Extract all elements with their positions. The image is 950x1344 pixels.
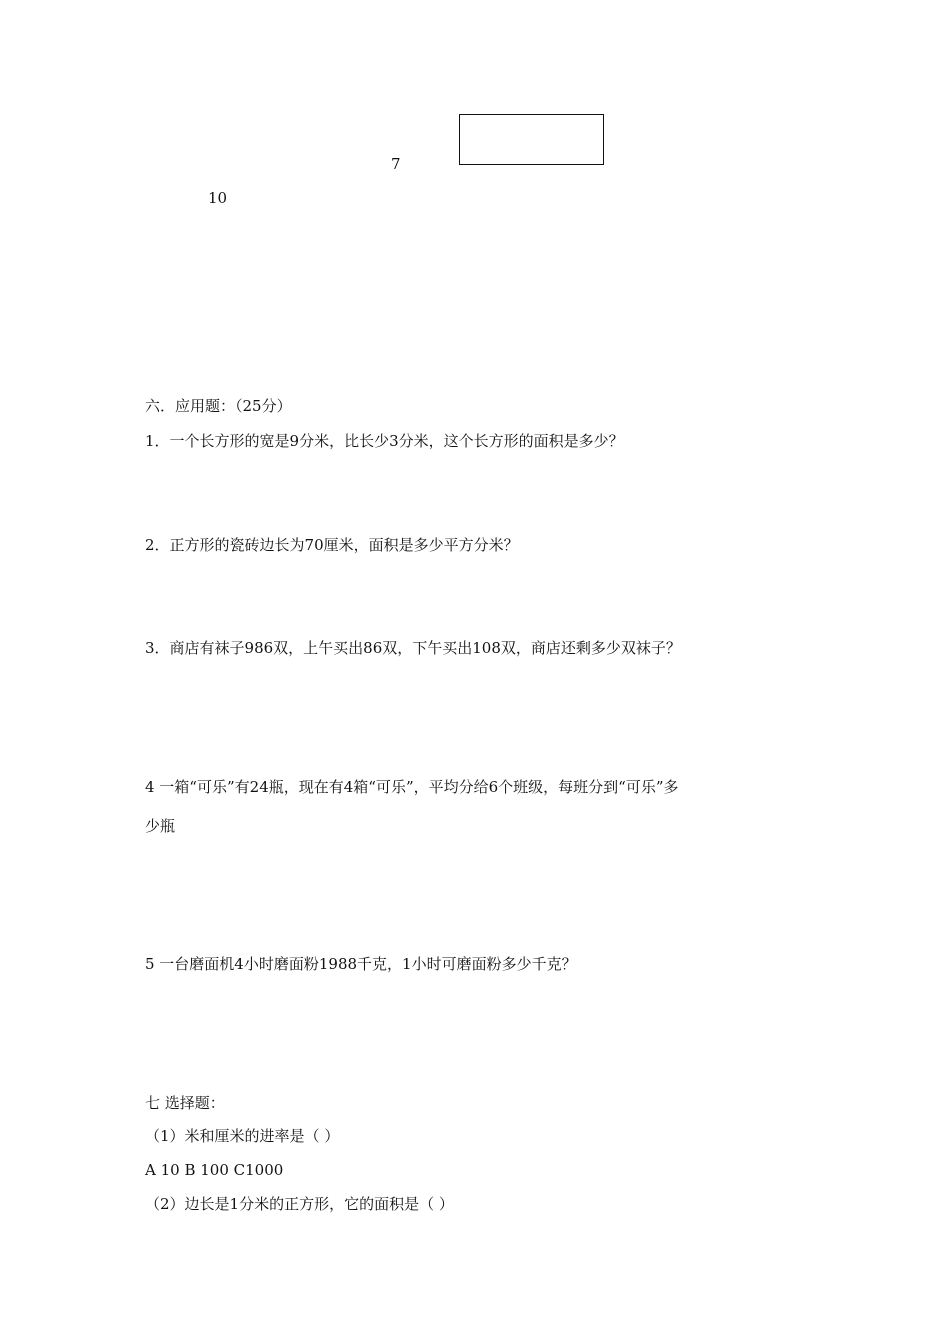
section7-question-1-options: A 10 B 100 C1000 — [145, 1161, 284, 1179]
section6-question-3: 3．商店有袜子986双，上午买出86双，下午买出108双，商店还剩多少双袜子？ — [145, 639, 681, 657]
figure-label-length: 10 — [208, 189, 228, 207]
section7-question-2: （2）边长是1分米的正方形，它的面积是（ ） — [145, 1195, 454, 1213]
section6-question-4-line2: 少瓶 — [145, 817, 176, 835]
section6-question-1: 1．一个长方形的宽是9分米，比长少3分米，这个长方形的面积是多少？ — [145, 432, 624, 450]
section7-question-1: （1）米和厘米的进率是（ ） — [145, 1127, 340, 1145]
rectangle-figure — [459, 114, 604, 165]
section6-question-5: 5 一台磨面机4小时磨面粉1988千克，1小时可磨面粉多少千克？ — [145, 955, 577, 973]
section7-heading: 七 选择题： — [145, 1094, 225, 1112]
section6-question-4-line1: 4 一箱“可乐”有24瓶，现在有4箱“可乐”，平均分给6个班级，每班分到“可乐”多 — [145, 778, 679, 796]
figure-label-width: 7 — [391, 155, 401, 173]
section6-question-2: 2．正方形的瓷砖边长为70厘米，面积是多少平方分米？ — [145, 536, 519, 554]
section6-heading: 六．应用题：（25分） — [145, 397, 292, 415]
